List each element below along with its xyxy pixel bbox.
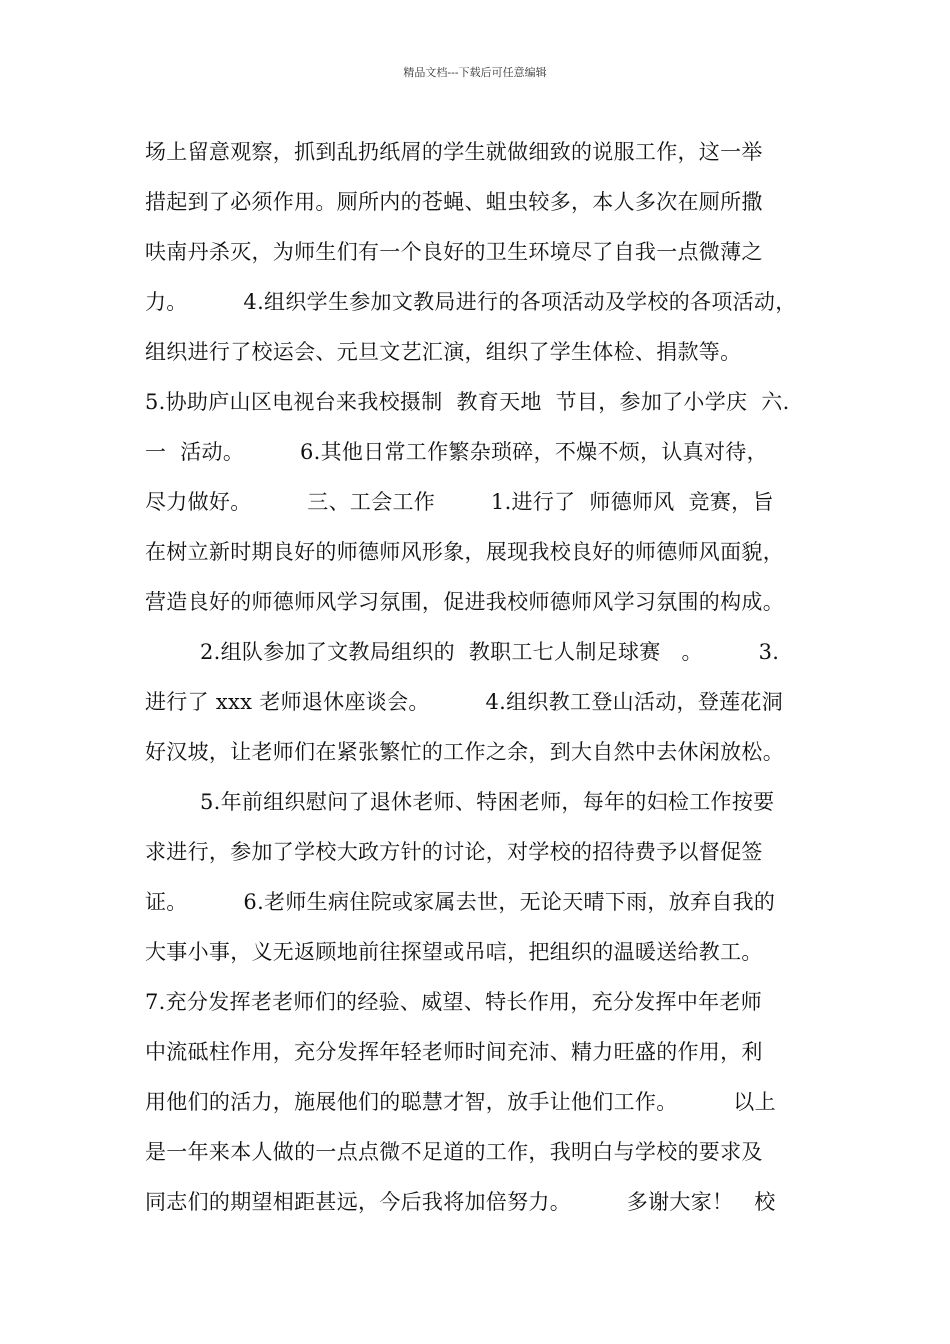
- text-line: 5.年前组织慰问了退休老师、特困老师，每年的妇检工作按要: [200, 790, 775, 814]
- text-line: 用他们的活力，施展他们的聪慧才智，放手让他们工作。 以上: [145, 1090, 776, 1114]
- text-line: 中流砥柱作用，充分发挥年轻老师时间充沛、精力旺盛的作用，利: [145, 1040, 763, 1064]
- text-line: 2.组队参加了文教局组织的 教职工七人制足球赛 。 3.: [200, 640, 780, 664]
- text-line: 大事小事，义无返顾地前往探望或吊唁，把组织的温暖送给教工。: [145, 940, 763, 964]
- text-line: 一 活动。 6.其他日常工作繁杂琐碎，不燥不烦，认真对待，: [145, 440, 768, 464]
- text-line: 7.充分发挥老老师们的经验、威望、特长作用，充分发挥中年老师: [145, 990, 763, 1014]
- text-line: 在树立新时期良好的师德师风形象，展现我校良好的师德师风面貌，: [145, 540, 784, 564]
- text-line: 是一年来本人做的一点点微不足道的工作，我明白与学校的要求及: [145, 1140, 763, 1164]
- text-line: 力。 4.组织学生参加文教局进行的各项活动及学校的各项活动，: [145, 290, 797, 314]
- page-header: 精品文档---下载后可任意编辑: [403, 66, 547, 79]
- text-line: 进行了 xxx 老师退休座谈会。 4.组织教工登山活动，登莲花洞: [145, 690, 784, 714]
- text-line: 同志们的期望相距甚远，今后我将加倍努力。 多谢大家！ 校: [145, 1190, 776, 1214]
- text-line: 5.协助庐山区电视台来我校摄制 教育天地 节目，参加了小学庆 六.: [145, 390, 790, 414]
- text-line: 呋南丹杀灭，为师生们有一个良好的卫生环境尽了自我一点微薄之: [145, 240, 763, 264]
- text-line: 好汉坡，让老师们在紧张繁忙的工作之余，到大自然中去休闲放松。: [145, 740, 784, 764]
- text-line: 组织进行了校运会、元旦文艺汇演，组织了学生体检、捐款等。: [145, 340, 742, 364]
- text-line: 营造良好的师德师风学习氛围，促进我校师德师风学习氛围的构成。: [145, 590, 784, 614]
- text-line: 尽力做好。 三、工会工作 1.进行了 师德师风 竞赛，旨: [145, 490, 774, 514]
- text-line: 场上留意观察，抓到乱扔纸屑的学生就做细致的说服工作，这一举: [145, 140, 763, 164]
- text-line: 求进行，参加了学校大政方针的讨论，对学校的招待费予以督促签: [145, 840, 763, 864]
- text-line: 措起到了必须作用。厕所内的苍蝇、蛆虫较多，本人多次在厕所撒: [145, 190, 763, 214]
- text-line: 证。 6.老师生病住院或家属去世，无论天晴下雨，放弃自我的: [145, 890, 776, 914]
